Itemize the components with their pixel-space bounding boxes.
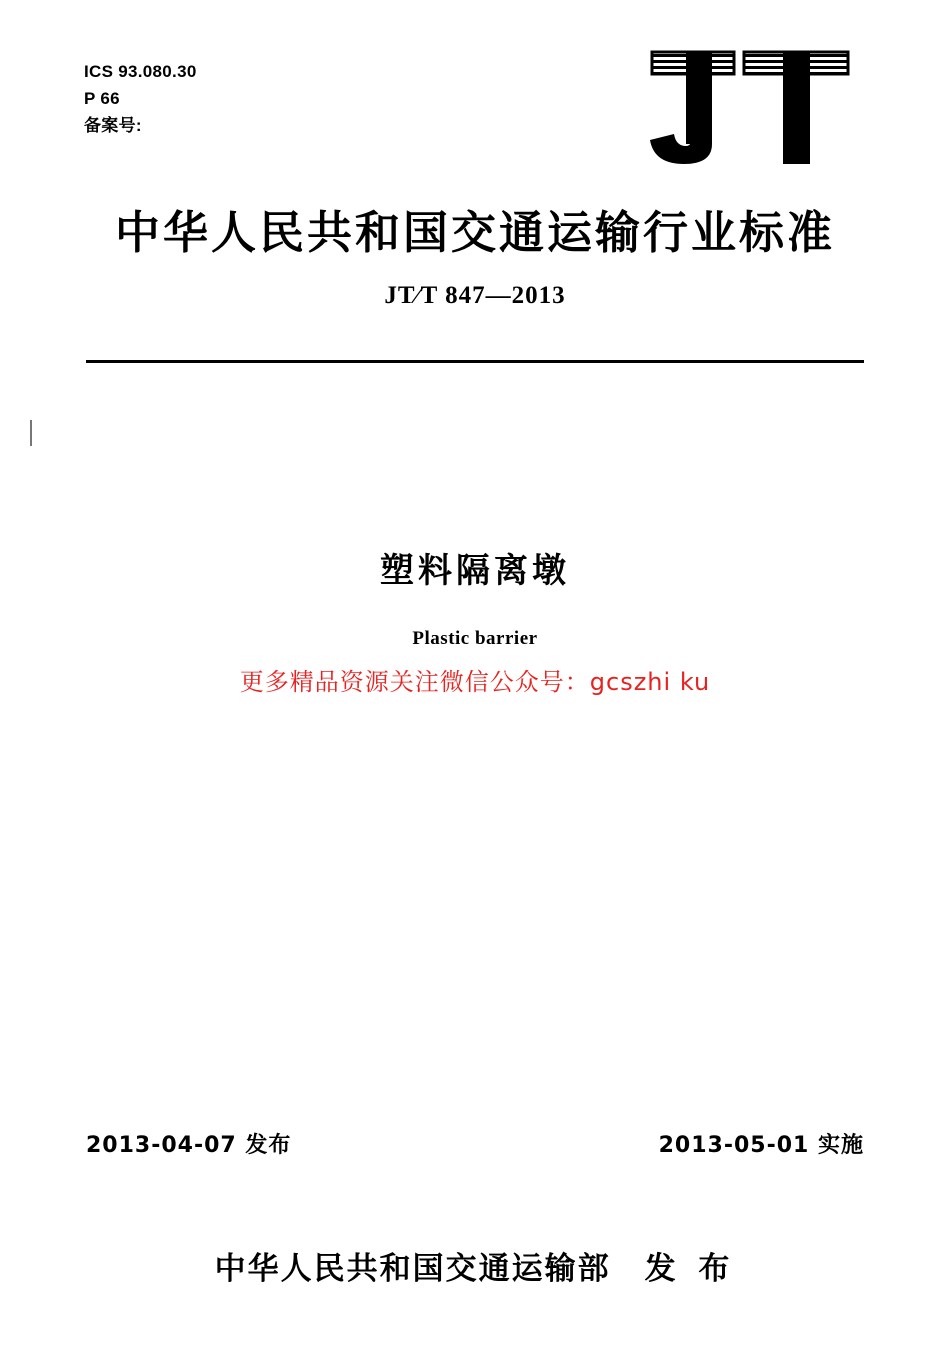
margin-tick-mark [30, 420, 32, 446]
issuing-authority-verb: 发 布 [644, 1251, 736, 1287]
issuing-authority [0, 1243, 950, 1288]
issue-date: 2013-04-07 发布 [86, 1133, 292, 1158]
effective-date: 2013-05-01 实施 [658, 1133, 864, 1158]
page-title: 中华人民共和国交通运输行业标准 [114, 206, 835, 259]
watermark-text: 更多精品资源关注微信公众号：gcszhi ku [239, 668, 711, 696]
header-divider [86, 360, 864, 363]
standard-number: JT∕T 847—2013 [384, 282, 566, 309]
record-number-label: 备案号: [84, 116, 142, 135]
header-meta [84, 58, 197, 139]
ics-code: ICS 93.080.30 [84, 62, 197, 81]
jt-logo-icon [644, 48, 854, 168]
classification-code: P 66 [84, 89, 120, 108]
document-title-english: Plastic barrier [412, 628, 538, 649]
document-title-chinese: 塑料隔离墩 [380, 551, 570, 591]
issuing-authority-name: 中华人民共和国交通运输部 [214, 1251, 611, 1287]
